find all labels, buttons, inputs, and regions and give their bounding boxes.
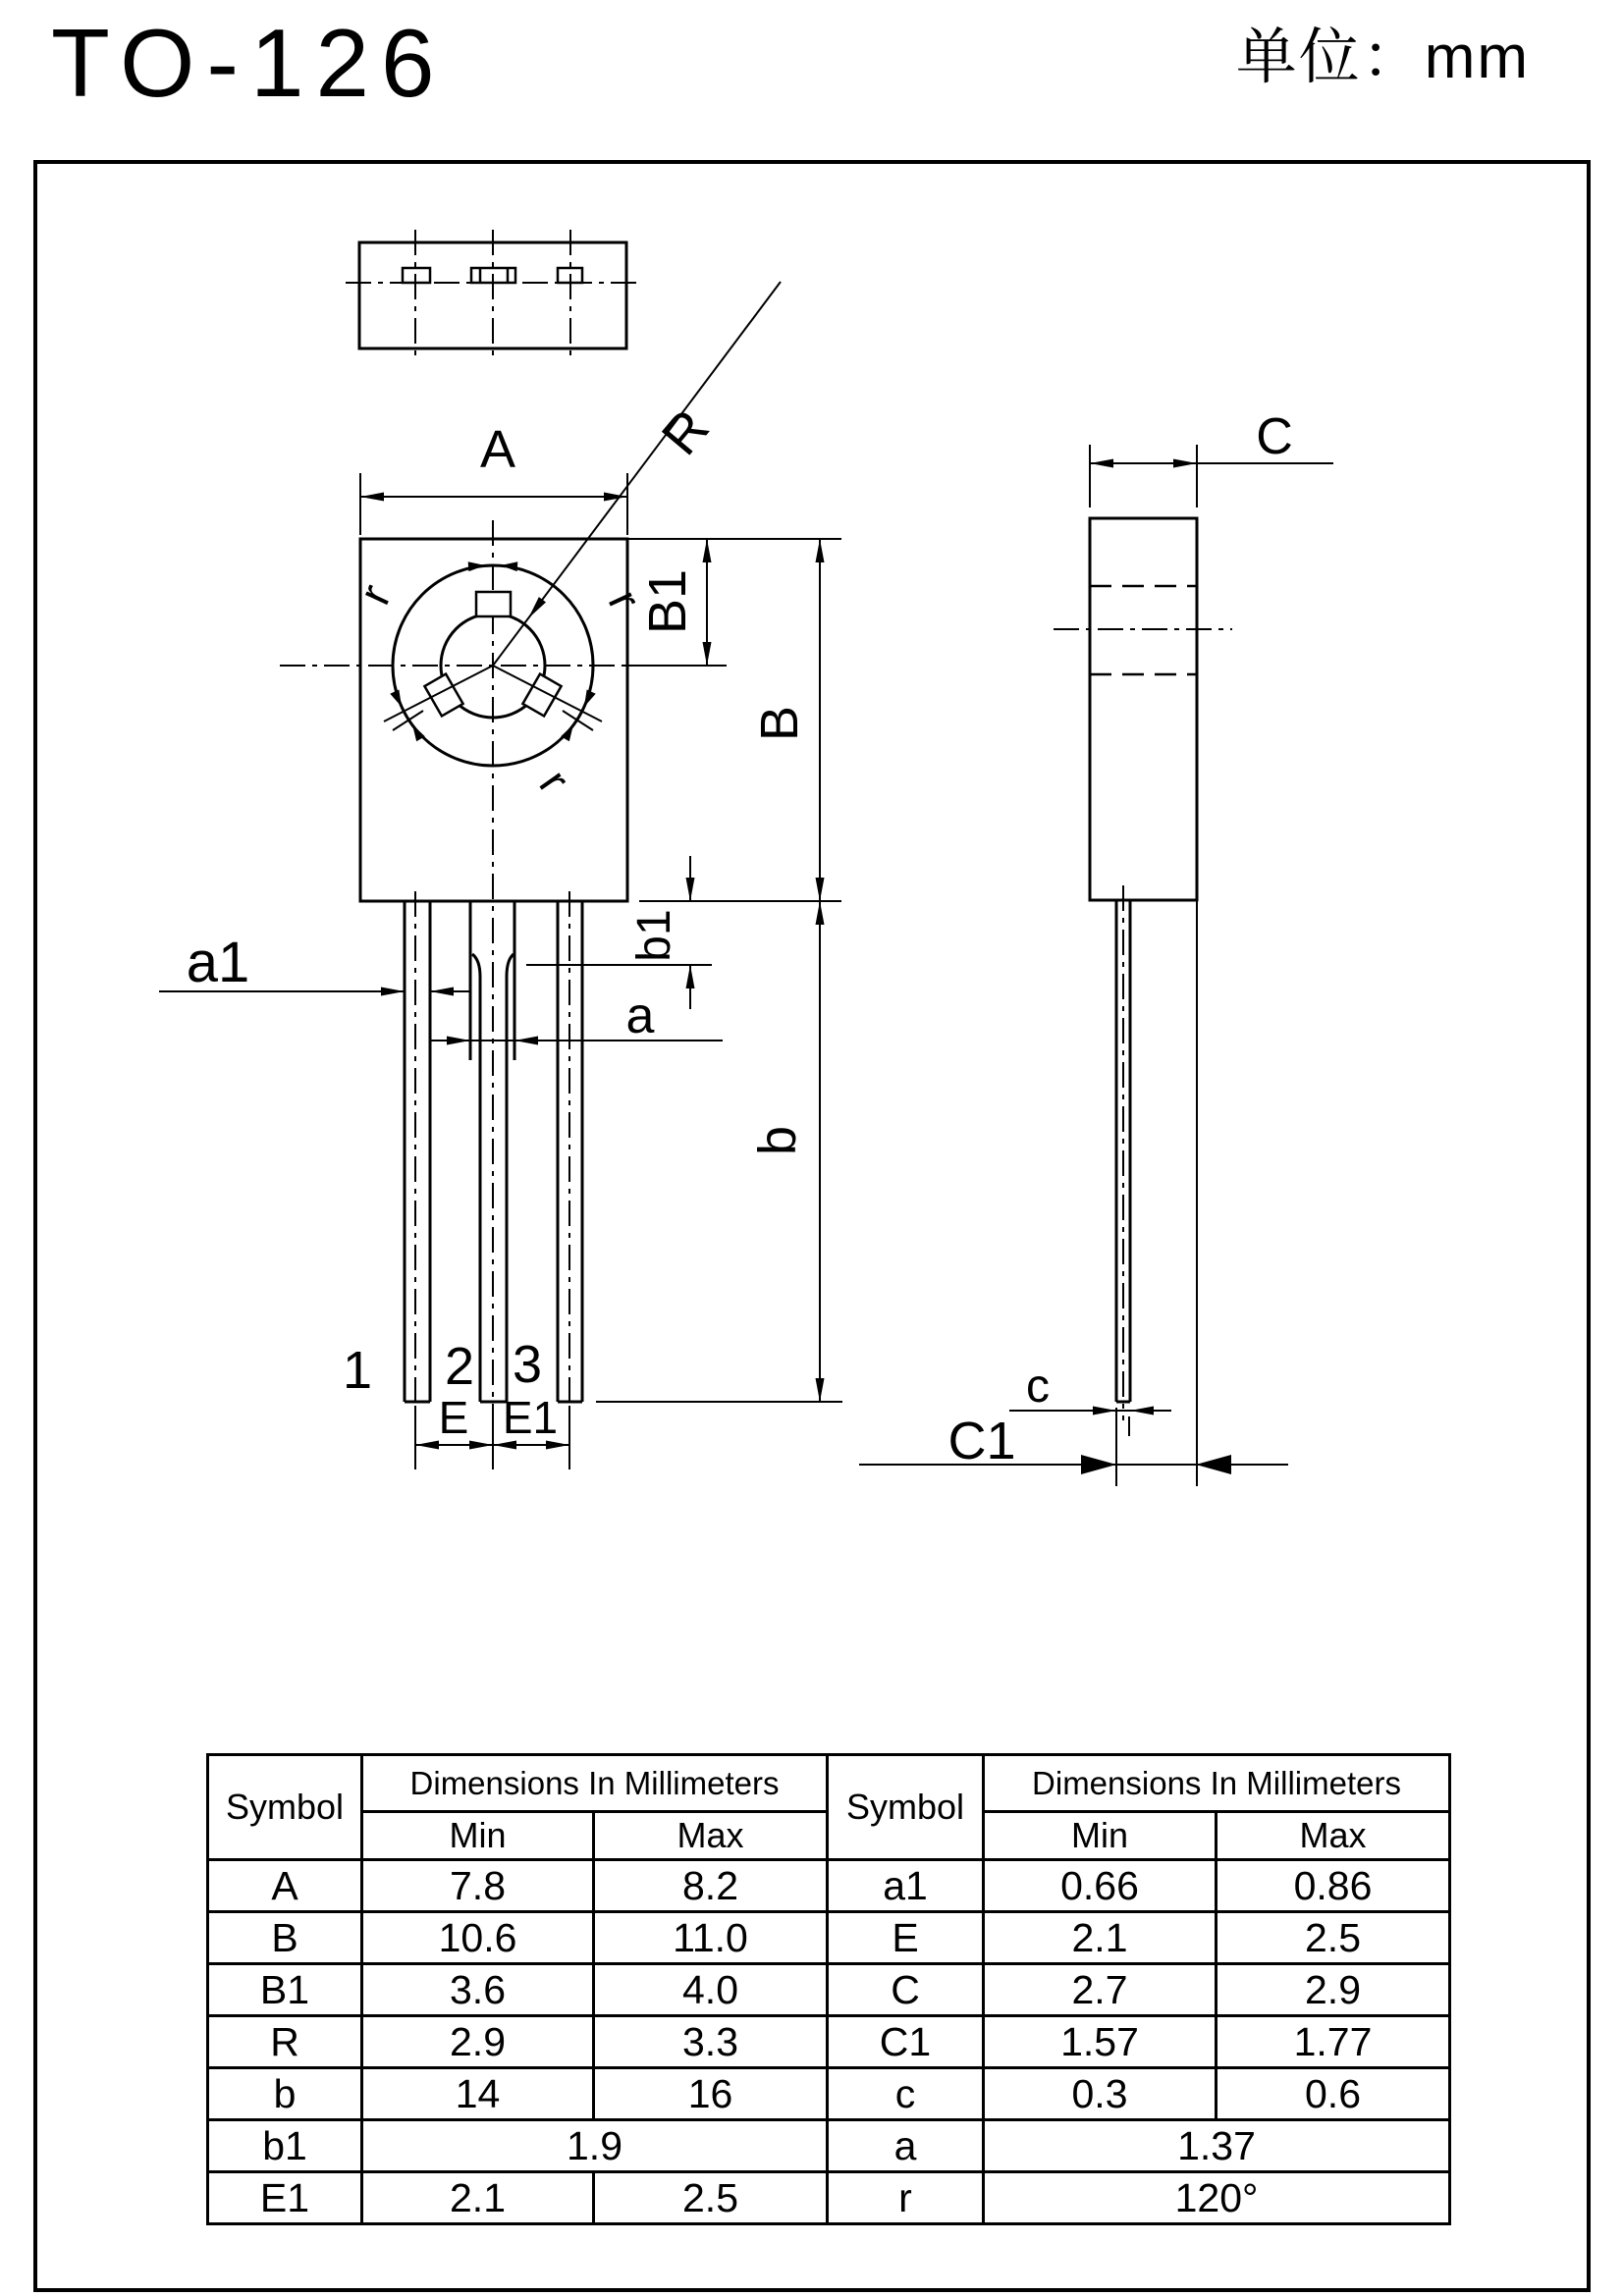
pin-number-1: 1: [342, 1341, 373, 1400]
cell-value: 1.9: [362, 2120, 828, 2172]
label-E1: E1: [502, 1392, 559, 1443]
table-row: [208, 1912, 1450, 1964]
label-B: B: [750, 705, 809, 742]
arc-arrow: [468, 561, 486, 571]
table-row: [208, 2068, 1450, 2120]
cell-min: 0.66: [984, 1860, 1217, 1912]
label-A: A: [479, 420, 516, 479]
lead-left: [405, 901, 430, 1402]
tab-lower-right: [522, 674, 561, 717]
cell-max: 2.9: [1217, 1964, 1450, 2016]
arc-arrow: [579, 689, 595, 709]
label-C1: C1: [947, 1412, 1016, 1470]
dim-B1: [638, 539, 712, 666]
pin-number-3: 3: [512, 1335, 543, 1394]
cell-min: 10.6: [362, 1912, 594, 1964]
cell-max: 3.3: [594, 2016, 828, 2068]
label-R: R: [650, 399, 721, 466]
cell-max: 0.6: [1217, 2068, 1450, 2120]
max-header: Max: [594, 1812, 828, 1860]
dim-c: [1009, 1361, 1171, 1436]
cell-symbol: a: [828, 2120, 984, 2172]
cell-min: 2.1: [362, 2172, 594, 2224]
tab-top: [476, 592, 511, 616]
dim-A: [360, 420, 627, 535]
label-r: r: [529, 760, 580, 803]
cell-symbol: A: [208, 1860, 362, 1912]
label-b: b: [748, 1125, 807, 1156]
cell-symbol: E1: [208, 2172, 362, 2224]
cell-min: 3.6: [362, 1964, 594, 2016]
label-E: E: [438, 1392, 469, 1443]
cell-min: 0.3: [984, 2068, 1217, 2120]
cell-symbol: b: [208, 2068, 362, 2120]
arc-arrow: [390, 689, 406, 709]
min-header: Min: [984, 1812, 1217, 1860]
cell-symbol: E: [828, 1912, 984, 1964]
min-header: Min: [362, 1812, 594, 1860]
lead-right: [558, 901, 582, 1402]
dim-a1: [159, 931, 471, 996]
cell-min: 2.9: [362, 2016, 594, 2068]
dim-b: [748, 901, 825, 1402]
cell-max: 2.5: [1217, 1912, 1450, 1964]
dim-C: [1090, 408, 1333, 507]
cell-symbol: B: [208, 1912, 362, 1964]
cell-min: 14: [362, 2068, 594, 2120]
cell-min: 2.7: [984, 1964, 1217, 2016]
label-a1: a1: [186, 931, 250, 994]
cell-max: 11.0: [594, 1912, 828, 1964]
label-a: a: [625, 988, 655, 1044]
cell-symbol: B1: [208, 1964, 362, 2016]
label-r: r: [598, 582, 652, 618]
cell-value: 1.37: [984, 2120, 1450, 2172]
unit-label: 单位：mm: [1235, 24, 1530, 91]
cell-symbol: C1: [828, 2016, 984, 2068]
dim-B: [750, 539, 825, 901]
cell-max: 16: [594, 2068, 828, 2120]
tab-lower-left: [424, 674, 462, 717]
label-c: c: [1026, 1361, 1050, 1413]
cell-min: 1.57: [984, 2016, 1217, 2068]
arc-arrow: [501, 561, 518, 571]
table-row: [208, 2016, 1450, 2068]
label-C: C: [1256, 408, 1293, 465]
label-B1: B1: [638, 568, 697, 635]
cell-symbol: a1: [828, 1860, 984, 1912]
angle-ray: [384, 666, 493, 721]
dimensions-table: [206, 1753, 1451, 2225]
cell-symbol: C: [828, 1964, 984, 2016]
pin-number-2: 2: [444, 1337, 475, 1396]
side-body: [1090, 518, 1197, 900]
table-row: [208, 2120, 1450, 2172]
dimensions-header: Dimensions In Millimeters: [362, 1755, 828, 1812]
symbol-header: Symbol: [208, 1755, 362, 1860]
table-row: [208, 1860, 1450, 1912]
cell-max: 1.77: [1217, 2016, 1450, 2068]
symbol-header: Symbol: [828, 1755, 984, 1860]
dim-E-E1: [415, 1392, 569, 1469]
page-title: TO-126: [51, 9, 447, 117]
front-view: [159, 282, 842, 1469]
cell-min: 7.8: [362, 1860, 594, 1912]
cell-max: 8.2: [594, 1860, 828, 1912]
cell-symbol: c: [828, 2068, 984, 2120]
cell-symbol: b1: [208, 2120, 362, 2172]
label-b1: b1: [628, 909, 680, 962]
table-row: [208, 1964, 1450, 2016]
cell-max: 4.0: [594, 1964, 828, 2016]
cell-value: 120°: [984, 2172, 1450, 2224]
dim-b1: [628, 856, 695, 1009]
angle-ray: [493, 666, 602, 721]
label-r: r: [348, 576, 402, 613]
table-row: [208, 2172, 1450, 2224]
cell-min: 2.1: [984, 1912, 1217, 1964]
top-view: [346, 230, 640, 356]
cell-max: 2.5: [594, 2172, 828, 2224]
dim-a: [431, 988, 723, 1045]
cell-symbol: r: [828, 2172, 984, 2224]
max-header: Max: [1217, 1812, 1450, 1860]
cell-symbol: R: [208, 2016, 362, 2068]
side-view: [859, 408, 1333, 1486]
cell-max: 0.86: [1217, 1860, 1450, 1912]
dimensions-header: Dimensions In Millimeters: [984, 1755, 1450, 1812]
dim-C1: [859, 900, 1288, 1486]
